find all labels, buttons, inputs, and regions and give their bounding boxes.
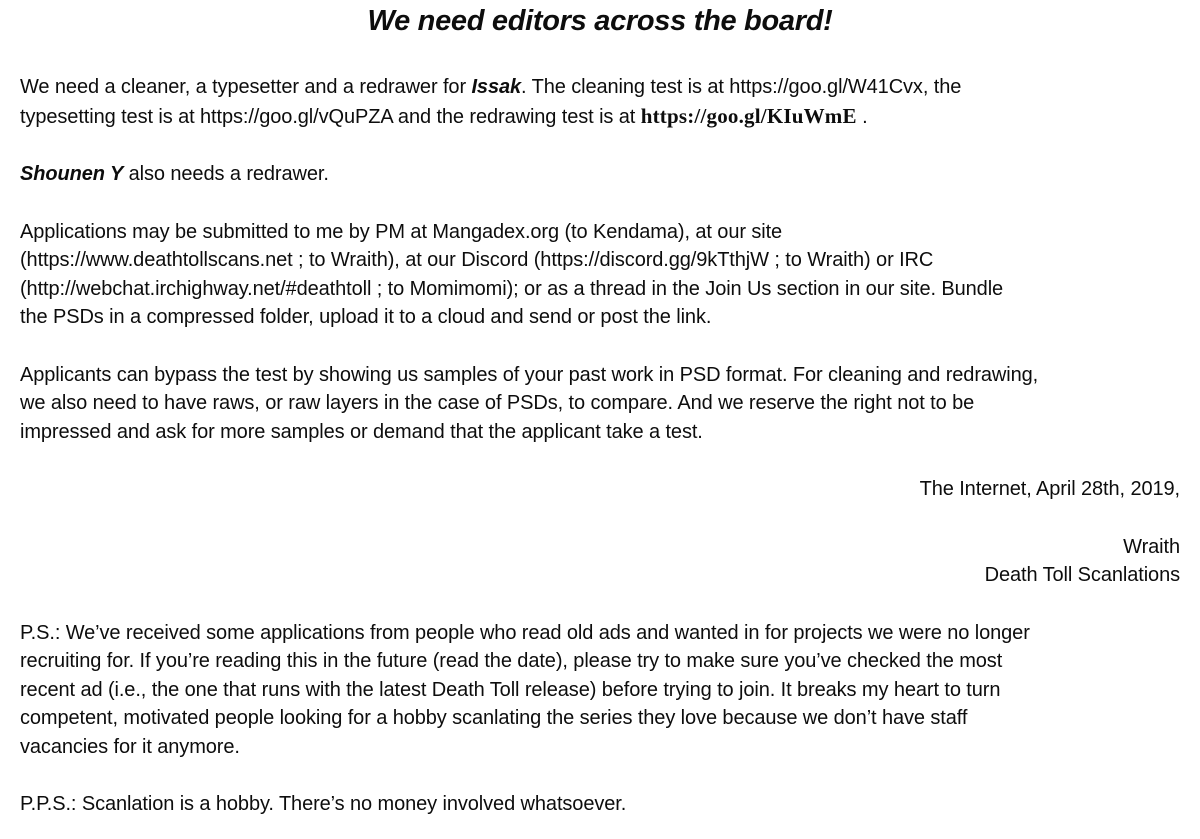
paragraph-bypass	[20, 361, 1180, 447]
text-run: also needs a redrawer.	[123, 163, 329, 185]
text-run: Wraith	[1123, 535, 1180, 558]
url-text: https://goo.gl/KIuWmE	[640, 103, 857, 128]
text-run: (https://www.deathtollscans.net ; to Wraith), at our Discord (https://discord.gg/9kTthjW ; to Wraith) or IRC	[20, 249, 934, 271]
text-run: We need a cleaner, a typesetter and a redrawer for	[20, 76, 472, 98]
text-run: we also need to have raws, or raw layers in the case of PSDs, to compare. And we reserve the right not to be	[20, 392, 975, 414]
paragraph-applications	[20, 218, 1180, 332]
document-body	[20, 73, 1180, 819]
text-line	[20, 676, 1180, 705]
text-run: the PSDs in a compressed folder, upload it to a cloud and send or post the link.	[20, 306, 712, 328]
text-line	[20, 246, 1180, 275]
text-run: typesetting test is at https://goo.gl/vQuPZA and the redrawing test is at	[20, 105, 641, 128]
text-run: recruiting for. If you’re reading this in the future (read the date), please try to make sure you’ve checked the most	[20, 650, 1003, 672]
text-run: P.P.S.: Scanlation is a hobby. There’s no money involved whatsoever.	[20, 793, 627, 815]
text-run: P.S.: We’ve received some applications from people who read old ads and wanted in for projects we were no longer	[20, 621, 1030, 644]
text-line	[20, 647, 1180, 676]
text-line	[20, 475, 1180, 504]
text-run: Applicants can bypass the test by showing us samples of your past work in PSD format. For cleaning and redrawing,	[20, 363, 1039, 386]
text-run: (http://webchat.irchighway.net/#deathtoll ; to Momimomi); or as a thread in the Join Us section in our site. Bundle	[20, 277, 1004, 300]
text-run: The Internet, April 28th, 2019,	[919, 478, 1180, 500]
text-line	[20, 275, 1180, 304]
paragraph-intro	[20, 73, 1180, 131]
paragraph-ps	[20, 619, 1180, 762]
text-line	[20, 218, 1180, 247]
text-run: impressed and ask for more samples or demand that the applicant take a test.	[20, 420, 703, 443]
text-run: competent, motivated people looking for a hobby scanlating the series they love because we don’t have staff	[20, 707, 968, 729]
text-line	[20, 303, 1180, 332]
text-line	[20, 361, 1180, 390]
text-run: . The cleaning test is at https://goo.gl/W41Cvx, the	[521, 76, 962, 98]
text-line	[20, 533, 1180, 562]
emphasis-text: Issak	[471, 76, 522, 98]
text-line	[20, 619, 1180, 648]
text-line	[20, 418, 1180, 447]
text-run: Applications may be submitted to me by PM at Mangadex.org (to Kendama), at our site	[20, 220, 783, 243]
text-run: recent ad (i.e., the one that runs with the latest Death Toll release) before trying to join. It breaks my heart to turn	[20, 678, 1001, 701]
text-line	[20, 704, 1180, 733]
text-run: Death Toll Scanlations	[984, 564, 1180, 586]
text-line	[20, 389, 1180, 418]
text-line	[20, 73, 1180, 102]
emphasis-text: Shounen Y	[20, 163, 124, 185]
paragraph-signature	[20, 533, 1180, 590]
text-run: vacancies for it anymore.	[20, 735, 240, 758]
paragraph-shounen-note	[20, 160, 1180, 189]
text-line	[20, 790, 1180, 819]
text-line	[20, 733, 1180, 762]
paragraph-pps	[20, 790, 1180, 819]
text-line	[20, 561, 1180, 590]
text-line	[20, 160, 1180, 189]
text-line	[20, 102, 1180, 132]
paragraph-dateline	[20, 475, 1180, 504]
page-title: We need editors across the board!	[367, 5, 833, 37]
text-run: .	[856, 105, 868, 128]
